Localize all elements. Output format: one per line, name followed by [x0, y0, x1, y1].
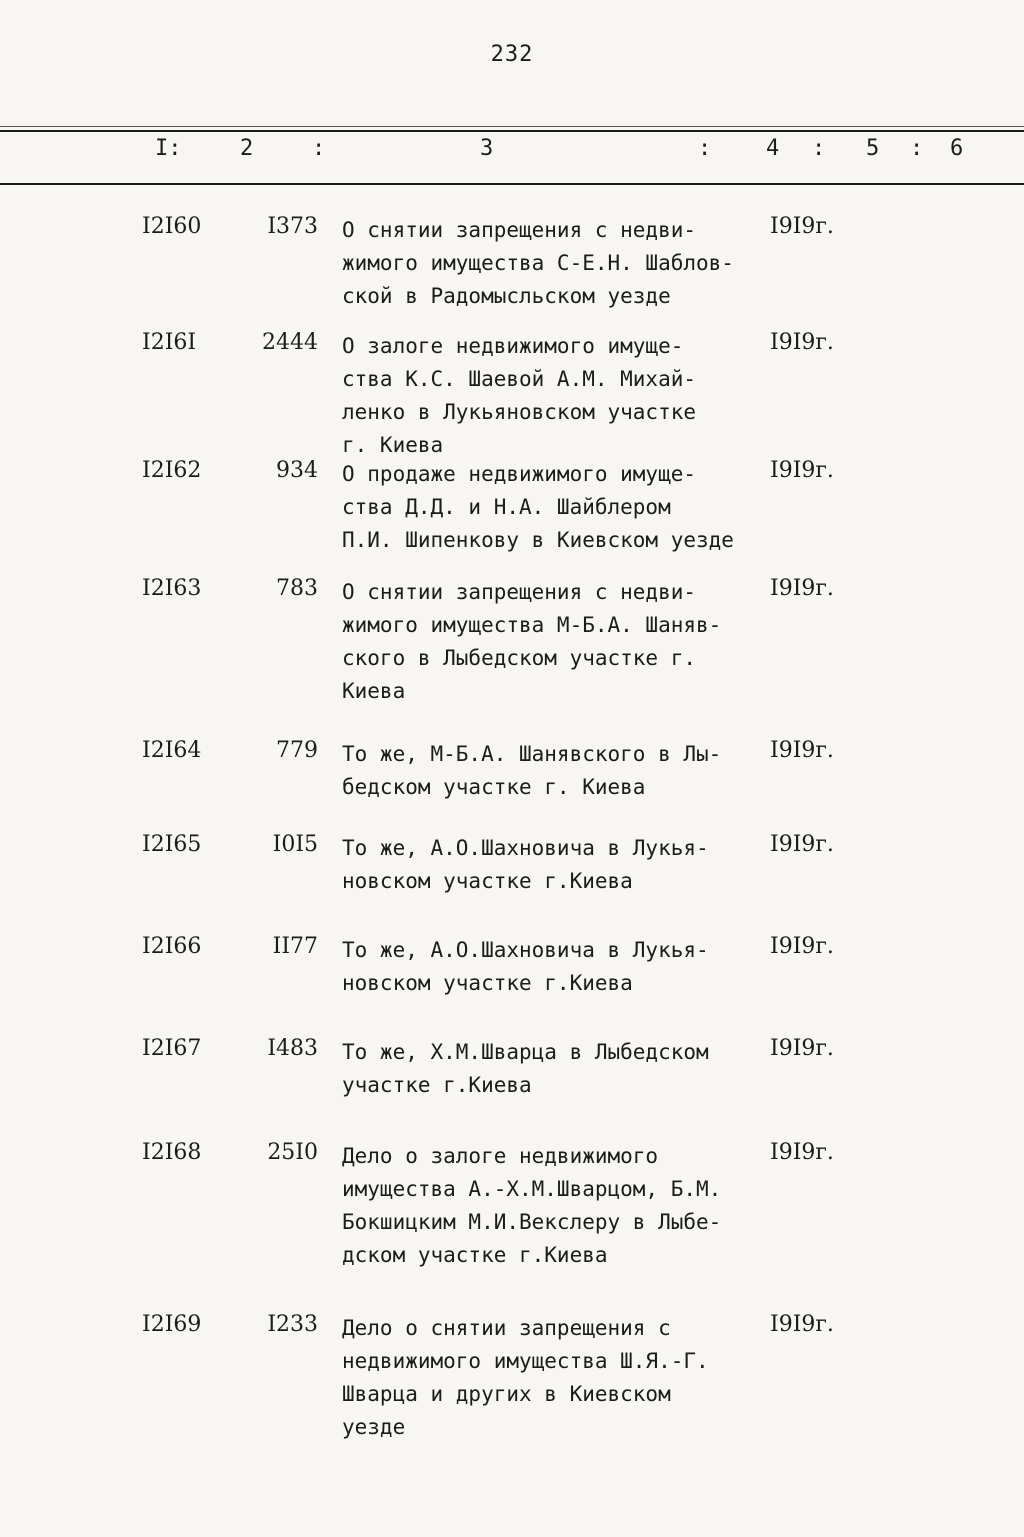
- record-number: I2I67: [142, 1036, 202, 1061]
- record-number: I2I65: [142, 832, 202, 857]
- record-title: О продаже недвижимого имуще- ства Д.Д. и Н.А. Шайблером П.И. Шипенкову в Киевском уезде: [342, 462, 734, 552]
- record-year: I9I9г.: [770, 214, 834, 239]
- header-separator: :: [812, 136, 826, 161]
- header-top-rule: [0, 130, 1024, 132]
- record-year: I9I9г.: [770, 1036, 834, 1061]
- record-title: Дело о снятии запрещения с недвижимого имущества Ш.Я.-Г. Шварца и других в Киевском уезде: [342, 1316, 709, 1439]
- header-top-rule-thin: [0, 126, 1024, 127]
- record-number: I2I63: [142, 576, 202, 601]
- record-year: I9I9г.: [770, 934, 834, 959]
- record-title: То же, А.О.Шахновича в Лукья- новском участке г.Киева: [342, 836, 709, 893]
- record-number: I2I68: [142, 1140, 202, 1165]
- record-year: I9I9г.: [770, 1312, 834, 1337]
- record-number: I2I66: [142, 934, 202, 959]
- header-col-1: I:: [155, 136, 182, 161]
- case-number: I373: [267, 214, 318, 239]
- record-number: I2I6I: [142, 330, 197, 355]
- header-bottom-rule: [0, 183, 1024, 185]
- record-title: То же, М-Б.А. Шанявского в Лы- бедском участке г. Киева: [342, 742, 722, 799]
- header-separator: :: [698, 136, 712, 161]
- record-title: То же, Х.М.Шварца в Лыбедском участке г.Киева: [342, 1040, 709, 1097]
- record-number: I2I60: [142, 214, 202, 239]
- record-title: О снятии запрещения с недви- жимого имущества С-Е.Н. Шаблов- ской в Радомысльском уезде: [342, 218, 734, 308]
- record-title: О залоге недвижимого имуще- ства К.С. Шаевой А.М. Михай- ленко в Лукьяновском участке г. Киева: [342, 334, 697, 457]
- record-year: I9I9г.: [770, 1140, 834, 1165]
- record-year: I9I9г.: [770, 576, 834, 601]
- record-number: I2I62: [142, 458, 202, 483]
- record-title: То же, А.О.Шахновича в Лукья- новском участке г.Киева: [342, 938, 709, 995]
- page-number: 232: [490, 42, 534, 67]
- header-col-6: 6: [950, 136, 964, 161]
- case-number: 2444: [262, 330, 318, 355]
- case-number: I0I5: [272, 832, 318, 857]
- record-number: I2I69: [142, 1312, 202, 1337]
- case-number: I483: [267, 1036, 318, 1061]
- header-separator: :: [312, 136, 326, 161]
- case-number: I233: [267, 1312, 318, 1337]
- header-col-4: 4: [766, 136, 780, 161]
- header-col-2: 2: [240, 136, 254, 161]
- header-col-5: 5: [866, 136, 880, 161]
- case-number: 934: [276, 458, 318, 483]
- record-title: Дело о залоге недвижимого имущества А.-Х.М.Шварцом, Б.М. Бокшицким М.И.Векслеру в Лыбе- дском участке г.Киева: [342, 1144, 722, 1267]
- record-year: I9I9г.: [770, 832, 834, 857]
- case-number: 779: [276, 738, 318, 763]
- record-title: О снятии запрещения с недви- жимого имущества М-Б.А. Шаняв- ского в Лыбедском участке г. Киева: [342, 580, 722, 703]
- case-number: 783: [276, 576, 318, 601]
- case-number: 25I0: [267, 1140, 318, 1165]
- record-number: I2I64: [142, 738, 202, 763]
- case-number: II77: [272, 934, 318, 959]
- record-year: I9I9г.: [770, 330, 834, 355]
- header-separator: :: [910, 136, 924, 161]
- record-year: I9I9г.: [770, 738, 834, 763]
- record-year: I9I9г.: [770, 458, 834, 483]
- header-col-3: 3: [480, 136, 494, 161]
